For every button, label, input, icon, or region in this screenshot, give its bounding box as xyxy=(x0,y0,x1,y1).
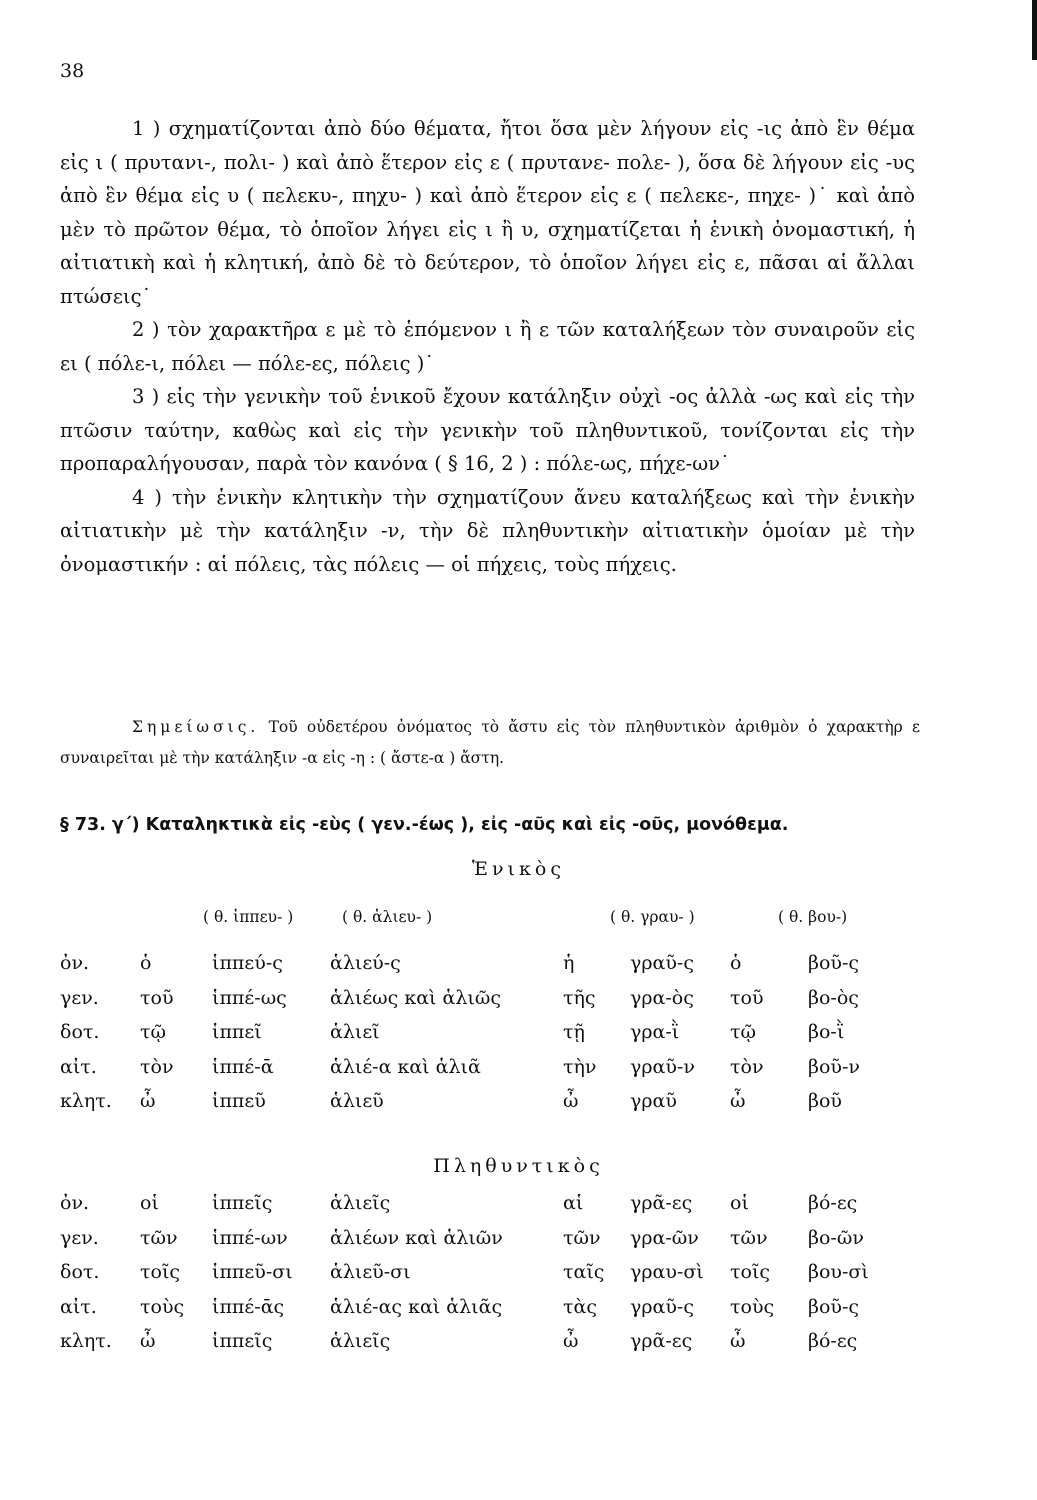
plural-cell-w3: γρα-ῶν xyxy=(630,1226,699,1249)
singular-cell-w3: γραῦ-ν xyxy=(630,1055,695,1078)
singular-row xyxy=(0,952,1037,986)
plural-cell-art3: τῶν xyxy=(563,1226,601,1249)
singular-cell-art1: ὦ xyxy=(140,1090,156,1112)
singular-cell-art1: ὁ xyxy=(140,952,152,974)
plural-cell-art4: οἱ xyxy=(730,1192,749,1214)
singular-cell-w3: γρα-ῒ xyxy=(630,1021,680,1043)
singular-cell-art4: ὦ xyxy=(730,1090,746,1112)
plural-cell-art4: τοὺς xyxy=(730,1295,775,1318)
stem-1: ( θ. ἱππευ- ) xyxy=(203,908,294,926)
singular-cell-case: δοτ. xyxy=(60,1021,100,1043)
note-text: Τοῦ οὐδετέρου ὀνόματος τὸ ἄστυ εἰς τὸν πληθυντικὸν ἀριθμὸν ὁ χαρακτὴρ ε συναιρεῖται μὲ τὴν κατάληξιν -α εἰς -η : ( ἄστε-α ) ἄστη. xyxy=(60,718,920,767)
plural-cell-case: δοτ. xyxy=(60,1261,100,1283)
plural-cell-art4: τῶν xyxy=(730,1226,768,1249)
plural-cell-w3: γραυ-σὶ xyxy=(630,1261,704,1283)
plural-cell-w4: βό-ες xyxy=(808,1330,858,1352)
singular-cell-w3: γραῦ-ς xyxy=(630,952,694,974)
plural-cell-w1: ἱππεῖς xyxy=(212,1192,273,1214)
singular-cell-w2: ἁλιέως καὶ ἁλιῶς xyxy=(330,986,501,1009)
plural-cell-w4: βοῦ-ς xyxy=(808,1295,860,1318)
singular-row xyxy=(0,1021,1037,1055)
singular-cell-art4: ὁ xyxy=(730,952,742,974)
singular-cell-art1: τὸν xyxy=(140,1055,174,1078)
rules-text xyxy=(60,112,915,581)
plural-cell-w2: ἁλιεῖς xyxy=(330,1192,391,1214)
singular-cell-w2: ἁλιέ-α καὶ ἁλιᾶ xyxy=(330,1055,481,1078)
plural-cell-case: γεν. xyxy=(60,1226,99,1249)
plural-row xyxy=(0,1296,1037,1330)
plural-cell-w4: βό-ες xyxy=(808,1192,858,1214)
singular-cell-case: γεν. xyxy=(60,986,99,1009)
plural-cell-art4: τοῖς xyxy=(730,1261,771,1283)
plural-cell-w2: ἁλιεῖς xyxy=(330,1330,391,1352)
plural-row xyxy=(0,1330,1037,1364)
plural-cell-w1: ἱππέ-ᾱς xyxy=(212,1295,285,1318)
singular-cell-case: ὀν. xyxy=(60,952,90,974)
singular-cell-w3: γρα-ὸς xyxy=(630,986,694,1009)
singular-cell-art3: τῆς xyxy=(563,986,596,1009)
singular-cell-w2: ἁλιεῦ xyxy=(330,1090,384,1112)
plural-label: Πληθυντικὸς xyxy=(433,1155,604,1177)
singular-cell-art3: τὴν xyxy=(563,1055,597,1078)
singular-cell-art3: τῇ xyxy=(563,1021,585,1043)
plural-cell-art1: οἱ xyxy=(140,1192,159,1214)
note-paragraph xyxy=(60,712,920,774)
plural-cell-w4: βο-ῶν xyxy=(808,1226,864,1249)
singular-cell-w4: βο-ῒ xyxy=(808,1021,845,1043)
singular-cell-w1: ἱππέ-ως xyxy=(212,986,287,1009)
plural-cell-art3: ταῖς xyxy=(563,1261,605,1283)
singular-row xyxy=(0,1056,1037,1090)
singular-cell-art3: ἡ xyxy=(563,952,575,974)
stem-4: ( θ. βου-) xyxy=(778,908,848,926)
plural-cell-art1: ὦ xyxy=(140,1330,156,1352)
plural-cell-case: ὀν. xyxy=(60,1192,90,1214)
singular-cell-art1: τοῦ xyxy=(140,986,174,1009)
plural-row xyxy=(0,1227,1037,1261)
plural-cell-w2: ἁλιεῦ-σι xyxy=(330,1261,411,1283)
plural-cell-w1: ἱππέ-ων xyxy=(212,1226,288,1249)
paragraph-2: 2 ) τὸν χαρακτῆρα ε μὲ τὸ ἑπόμενον ι ἢ ε τῶν καταλήξεων τὸν συναιροῦν εἰς ει ( πόλε-ι, πόλει — πόλε-ες, πόλεις )˙ xyxy=(60,318,915,375)
singular-cell-case: κλητ. xyxy=(60,1090,112,1112)
singular-cell-case: αἰτ. xyxy=(60,1055,97,1078)
plural-cell-w4: βου-σὶ xyxy=(808,1261,869,1283)
plural-cell-w1: ἱππεῦ-σι xyxy=(212,1261,293,1283)
plural-cell-w2: ἁλιέων καὶ ἁλιῶν xyxy=(330,1226,503,1249)
plural-cell-case: κλητ. xyxy=(60,1330,112,1352)
plural-cell-w3: γραῦ-ς xyxy=(630,1295,694,1318)
paragraph-1: 1 ) σχηματίζονται ἀπὸ δύο θέματα, ἤτοι ὅσα μὲν λήγουν εἰς -ις ἀπὸ ἓν θέμα εἰς ι ( πρυτανι-, πολι- ) καὶ ἀπὸ ἕτερον εἰς ε ( πρυτανε- πολε- ), ὅσα δὲ λήγουν εἰς -υς ἀπὸ ἓν θέμα εἰς υ ( πελεκυ-, πηχυ- ) καὶ ἀπὸ ἕτερον εἰς ε ( πελεκε-, πηχε- )˙ καὶ ἀπὸ μὲν τὸ πρῶτον θέμα, τὸ ὁποῖον λήγει εἰς ι ἢ υ, σχηματίζεται ἡ ἑνικὴ ὀνομαστική, ἡ αἰτιατικὴ καὶ ἡ κλητική, ἀπὸ δὲ τὸ δεύτερον, τὸ ὁποῖον λήγει εἰς ε, πᾶσαι αἱ ἄλλαι πτώσεις˙ xyxy=(60,117,915,308)
singular-row xyxy=(0,1090,1037,1124)
singular-cell-w4: βο-ὸς xyxy=(808,986,859,1009)
plural-row xyxy=(0,1261,1037,1295)
stem-3: ( θ. γραυ- ) xyxy=(610,908,695,926)
singular-cell-w1: ἱππεῖ xyxy=(212,1021,262,1043)
singular-cell-w4: βοῦ-ς xyxy=(808,952,860,974)
plural-cell-w1: ἱππεῖς xyxy=(212,1330,273,1352)
note-label: Σημείωσις. xyxy=(132,718,260,736)
singular-cell-art3: ὦ xyxy=(563,1090,579,1112)
stem-2: ( θ. ἁλιευ- ) xyxy=(342,908,433,926)
plural-cell-w3: γρᾶ-ες xyxy=(630,1192,693,1214)
note-block xyxy=(60,712,920,774)
section-heading: § 73. γ΄) Καταληκτικὰ εἰς -εὺς ( γεν.-έως ), εἰς -αῦς καὶ εἰς -οῦς, μονόθεμα. xyxy=(60,815,789,835)
plural-cell-art1: τοῖς xyxy=(140,1261,181,1283)
plural-cell-art1: τῶν xyxy=(140,1226,178,1249)
plural-cell-w3: γρᾶ-ες xyxy=(630,1330,693,1352)
plural-cell-w2: ἁλιέ-ας καὶ ἁλιᾶς xyxy=(330,1295,503,1318)
singular-label: Ἑνικὸς xyxy=(472,858,565,880)
plural-cell-art3: αἱ xyxy=(563,1192,584,1214)
plural-cell-art4: ὦ xyxy=(730,1330,746,1352)
singular-cell-art4: τῷ xyxy=(730,1021,757,1043)
plural-cell-art1: τοὺς xyxy=(140,1295,185,1318)
singular-cell-w2: ἁλιεῖ xyxy=(330,1021,380,1043)
singular-cell-w1: ἱππέ-ᾱ xyxy=(212,1055,274,1078)
paragraph-3: 3 ) εἰς τὴν γενικὴν τοῦ ἑνικοῦ ἔχουν κατάληξιν οὐχὶ -ος ἀλλὰ -ως καὶ εἰς τὴν πτῶσιν ταύτην, καθὼς καὶ εἰς τὴν γενικὴν τοῦ πληθυντικοῦ, τονίζονται εἰς τὴν προπαραλήγουσαν, παρὰ τὸν κανόνα ( § 16, 2 ) : πόλε-ως, πήχε-ων˙ xyxy=(60,385,915,475)
edge-rule xyxy=(1032,0,1037,60)
singular-cell-w4: βοῦ-ν xyxy=(808,1055,860,1078)
singular-cell-w1: ἱππεῦ xyxy=(212,1090,266,1112)
singular-cell-art4: τοῦ xyxy=(730,986,764,1009)
singular-cell-w4: βοῦ xyxy=(808,1090,842,1112)
plural-row xyxy=(0,1192,1037,1226)
plural-cell-art3: τὰς xyxy=(563,1295,597,1318)
singular-cell-art4: τὸν xyxy=(730,1055,764,1078)
page-number: 38 xyxy=(60,60,85,82)
singular-row xyxy=(0,987,1037,1021)
paragraph-4: 4 ) τὴν ἑνικὴν κλητικὴν τὴν σχηματίζουν ἄνευ καταλήξεως καὶ τὴν ἑνικὴν αἰτιατικὴν μὲ τὴν κατάληξιν -ν, τὴν δὲ πληθυντικὴν αἰτιατικὴν ὁμοίαν μὲ τὴν ὀνομαστικήν : αἱ πόλεις, τὰς πόλεις — οἱ πήχεις, τοὺς πήχεις. xyxy=(60,485,915,576)
singular-cell-art1: τῷ xyxy=(140,1021,167,1043)
plural-cell-case: αἰτ. xyxy=(60,1295,97,1318)
singular-cell-w2: ἁλιεύ-ς xyxy=(330,952,401,974)
plural-cell-art3: ὦ xyxy=(563,1330,579,1352)
singular-cell-w1: ἱππεύ-ς xyxy=(212,952,283,974)
singular-cell-w3: γραῦ xyxy=(630,1090,677,1112)
